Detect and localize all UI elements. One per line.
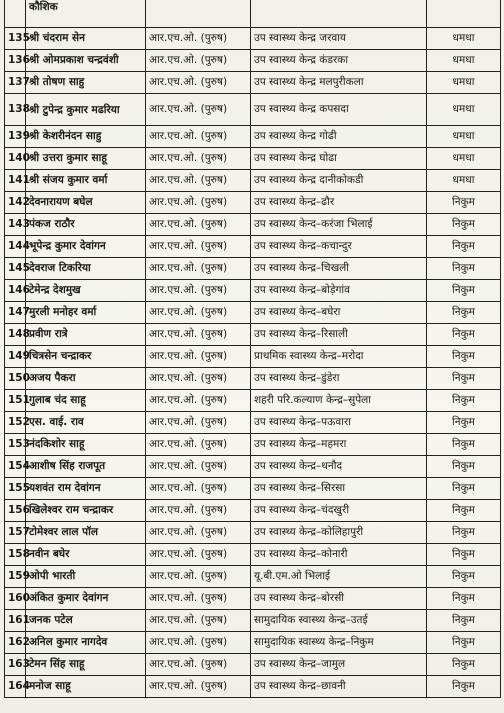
table-row: [5, 610, 501, 632]
block-cell: निकुम: [427, 258, 501, 280]
posting-place-cell: उप स्वास्थ्य केन्द्र–कोनारी: [251, 544, 427, 566]
serial-number-cell: 150: [5, 368, 26, 390]
designation-cell: आर.एच.ओ. (पुरुष): [146, 456, 251, 478]
employee-name-cell: श्री ओमप्रकाश चन्द्रवंशी: [26, 50, 146, 72]
employee-name-cell: एस. वाई. राव: [26, 412, 146, 434]
table-row: [5, 170, 501, 192]
designation-cell: आर.एच.ओ. (पुरुष): [146, 478, 251, 500]
serial-number-cell: 158: [5, 544, 26, 566]
table-row: [5, 368, 501, 390]
continued-designation-cell: [146, 0, 251, 28]
designation-cell: आर.एच.ओ. (पुरुष): [146, 500, 251, 522]
employee-name-cell: ओपी भारती: [26, 566, 146, 588]
table-row: [5, 302, 501, 324]
designation-cell: आर.एच.ओ. (पुरुष): [146, 346, 251, 368]
serial-number-cell: 164: [5, 676, 26, 698]
table-row: [5, 500, 501, 522]
employee-name-cell: अंकित कुमार देवांगन: [26, 588, 146, 610]
designation-cell: आर.एच.ओ. (पुरुष): [146, 148, 251, 170]
serial-number-cell: 142: [5, 192, 26, 214]
table-row: [5, 258, 501, 280]
serial-number-cell: 144: [5, 236, 26, 258]
serial-number-cell: 163: [5, 654, 26, 676]
block-cell: निकुम: [427, 346, 501, 368]
employee-name-cell: टेमेन्द्र देशमुख: [26, 280, 146, 302]
posting-place-cell: उप स्वास्थ्य केन्द्र गोढी: [251, 126, 427, 148]
posting-place-cell: उप स्वास्थ्य केन्द्र–ढौर: [251, 192, 427, 214]
continued-name-cell: कौशिक: [26, 0, 146, 28]
designation-cell: आर.एच.ओ. (पुरुष): [146, 522, 251, 544]
serial-number-cell: 151: [5, 390, 26, 412]
serial-number-cell: 152: [5, 412, 26, 434]
block-cell: धमधा: [427, 170, 501, 192]
designation-cell: आर.एच.ओ. (पुरुष): [146, 28, 251, 50]
designation-cell: आर.एच.ओ. (पुरुष): [146, 324, 251, 346]
block-cell: धमधा: [427, 72, 501, 94]
employee-name-cell: टेमन सिंह साहू: [26, 654, 146, 676]
table-body: [5, 0, 501, 698]
table-row: [5, 522, 501, 544]
designation-cell: आर.एच.ओ. (पुरुष): [146, 566, 251, 588]
serial-number-cell: 157: [5, 522, 26, 544]
posting-place-cell: उप स्वास्थ्य केन्द्र–छावनी: [251, 676, 427, 698]
table-row: [5, 544, 501, 566]
employee-name-cell: श्री टुपेन्द्र कुमार मढरिया: [26, 94, 146, 126]
posting-place-cell: उप स्वास्थ्य केन्द्र–जामुल: [251, 654, 427, 676]
designation-cell: आर.एच.ओ. (पुरुष): [146, 390, 251, 412]
serial-number-cell: 149: [5, 346, 26, 368]
serial-number-cell: 140: [5, 148, 26, 170]
continued-block-cell: [427, 0, 501, 28]
employee-name-cell: खिलेश्वर राम चन्द्राकर: [26, 500, 146, 522]
block-cell: धमधा: [427, 126, 501, 148]
serial-number-cell: 137: [5, 72, 26, 94]
table-row: [5, 72, 501, 94]
posting-place-cell: उप स्वास्थ्य केन्द्र घोढा: [251, 148, 427, 170]
block-cell: निकुम: [427, 324, 501, 346]
employee-name-cell: टोमेश्वर लाल पॉल: [26, 522, 146, 544]
posting-place-cell: सामुदायिक स्वास्थ्य केन्द्र–उतई: [251, 610, 427, 632]
employee-name-cell: यशवंत राम देवांगन: [26, 478, 146, 500]
table-row: [5, 28, 501, 50]
serial-number-cell: 145: [5, 258, 26, 280]
posting-place-cell: उप स्वास्थ्य केन्द्र–पऊवारा: [251, 412, 427, 434]
employee-name-cell: मनोज साहू: [26, 676, 146, 698]
posting-place-cell: उप स्वास्थ्य केन्द्र–चिखली: [251, 258, 427, 280]
employee-name-cell: अनिल कुमार नागदेव: [26, 632, 146, 654]
designation-cell: आर.एच.ओ. (पुरुष): [146, 258, 251, 280]
table-row: [5, 676, 501, 698]
serial-number-cell: 138: [5, 94, 26, 126]
serial-number-cell: 159: [5, 566, 26, 588]
table-row: [5, 214, 501, 236]
serial-number-cell: 136: [5, 50, 26, 72]
table-row: [5, 566, 501, 588]
table-row: [5, 192, 501, 214]
posting-place-cell: उप स्वास्थ्य केन्द–बघेरा: [251, 302, 427, 324]
designation-cell: आर.एच.ओ. (पुरुष): [146, 126, 251, 148]
block-cell: निकुम: [427, 192, 501, 214]
posting-place-cell: उप स्वास्थ्य केन्द–करंजा भिलाई: [251, 214, 427, 236]
employee-name-cell: मुरली मनोहर वर्मा: [26, 302, 146, 324]
designation-cell: आर.एच.ओ. (पुरुष): [146, 412, 251, 434]
table-row: [5, 148, 501, 170]
employee-name-cell: जनक पटेल: [26, 610, 146, 632]
serial-number-cell: 161: [5, 610, 26, 632]
continued-row: [5, 0, 501, 28]
table-row: [5, 280, 501, 302]
block-cell: निकुम: [427, 214, 501, 236]
employee-name-cell: श्री उत्तरा कुमार साहू: [26, 148, 146, 170]
block-cell: निकुम: [427, 302, 501, 324]
designation-cell: आर.एच.ओ. (पुरुष): [146, 280, 251, 302]
posting-place-cell: उप स्वास्थ्य केन्द्र–कचान्दुर: [251, 236, 427, 258]
posting-place-cell: सामुदायिक स्वास्थ्य केन्द्र–निकुम: [251, 632, 427, 654]
staff-posting-table: [4, 0, 501, 698]
designation-cell: आर.एच.ओ. (पुरुष): [146, 434, 251, 456]
posting-place-cell: उप स्वास्थ्य केन्द्र मलपुरीकला: [251, 72, 427, 94]
designation-cell: आर.एच.ओ. (पुरुष): [146, 654, 251, 676]
posting-place-cell: प्राथमिक स्वास्थ्य केन्द्र–मरोदा: [251, 346, 427, 368]
serial-number-cell: 143: [5, 214, 26, 236]
posting-place-cell: उप स्वास्थ्य केन्द्र–डुंडेरा: [251, 368, 427, 390]
block-cell: निकुम: [427, 434, 501, 456]
serial-number-cell: 162: [5, 632, 26, 654]
table-row: [5, 346, 501, 368]
block-cell: धमधा: [427, 148, 501, 170]
block-cell: धमधा: [427, 94, 501, 126]
posting-place-cell: उप स्वास्थ्य केन्द्र दानीकोकडी: [251, 170, 427, 192]
posting-place-cell: उप स्वास्थ्य केन्द्र–सिरसा: [251, 478, 427, 500]
employee-name-cell: नवीन बघेर: [26, 544, 146, 566]
employee-name-cell: श्री चंदराम सेन: [26, 28, 146, 50]
serial-number-cell: 156: [5, 500, 26, 522]
table-row: [5, 456, 501, 478]
posting-place-cell: उप स्वास्थ्य केन्द्र कंडरका: [251, 50, 427, 72]
block-cell: निकुम: [427, 456, 501, 478]
serial-number-cell: 146: [5, 280, 26, 302]
designation-cell: आर.एच.ओ. (पुरुष): [146, 170, 251, 192]
posting-place-cell: उप स्वास्थ्य केन्द्र–महमरा: [251, 434, 427, 456]
block-cell: निकुम: [427, 588, 501, 610]
employee-name-cell: प्रवीण रात्रे: [26, 324, 146, 346]
posting-place-cell: उप स्वास्थ्य केन्द्र जरवाय: [251, 28, 427, 50]
designation-cell: आर.एच.ओ. (पुरुष): [146, 610, 251, 632]
employee-name-cell: अजय पैकरा: [26, 368, 146, 390]
continued-posting-cell: [251, 0, 427, 28]
table-row: [5, 236, 501, 258]
employee-name-cell: आशीष सिंह राजपूत: [26, 456, 146, 478]
serial-number-cell: 135: [5, 28, 26, 50]
serial-number-cell: 153: [5, 434, 26, 456]
designation-cell: आर.एच.ओ. (पुरुष): [146, 94, 251, 126]
employee-name-cell: नंदकिशोर साहू: [26, 434, 146, 456]
posting-place-cell: शहरी परि.कल्याण केन्द्र–सुपेला: [251, 390, 427, 412]
serial-number-cell: 154: [5, 456, 26, 478]
posting-place-cell: उप स्वास्थ्य केन्द्र–बोड़ेगांव: [251, 280, 427, 302]
employee-name-cell: चित्रसेन चन्द्राकर: [26, 346, 146, 368]
table-row: [5, 390, 501, 412]
block-cell: निकुम: [427, 544, 501, 566]
designation-cell: आर.एच.ओ. (पुरुष): [146, 214, 251, 236]
block-cell: निकुम: [427, 500, 501, 522]
table-row: [5, 588, 501, 610]
employee-name-cell: देवराज टिकरिया: [26, 258, 146, 280]
table-row: [5, 434, 501, 456]
block-cell: निकुम: [427, 610, 501, 632]
table-row: [5, 478, 501, 500]
employee-name-cell: श्री केशरीनंदन साहु: [26, 126, 146, 148]
block-cell: निकुम: [427, 280, 501, 302]
table-row: [5, 126, 501, 148]
designation-cell: आर.एच.ओ. (पुरुष): [146, 236, 251, 258]
designation-cell: आर.एच.ओ. (पुरुष): [146, 368, 251, 390]
employee-name-cell: भूपेन्द्र कुमार देवांगन: [26, 236, 146, 258]
continued-sno-cell: [5, 0, 26, 28]
employee-name-cell: श्री तोषण साहु: [26, 72, 146, 94]
posting-place-cell: उप स्वास्थ्य केन्द्र–कोलिहापुरी: [251, 522, 427, 544]
block-cell: निकुम: [427, 368, 501, 390]
block-cell: निकुम: [427, 566, 501, 588]
posting-place-cell: उप स्वास्थ्य केन्द्र–बोरसी: [251, 588, 427, 610]
posting-place-cell: उप स्वास्थ्य केन्द्र–चंदखुरी: [251, 500, 427, 522]
block-cell: निकुम: [427, 654, 501, 676]
employee-name-cell: श्री संजय कुमार वर्मा: [26, 170, 146, 192]
designation-cell: आर.एच.ओ. (पुरुष): [146, 192, 251, 214]
block-cell: धमधा: [427, 50, 501, 72]
block-cell: निकुम: [427, 478, 501, 500]
table-row: [5, 50, 501, 72]
serial-number-cell: 147: [5, 302, 26, 324]
serial-number-cell: 155: [5, 478, 26, 500]
designation-cell: आर.एच.ओ. (पुरुष): [146, 632, 251, 654]
designation-cell: आर.एच.ओ. (पुरुष): [146, 544, 251, 566]
block-cell: निकुम: [427, 236, 501, 258]
table-row: [5, 412, 501, 434]
serial-number-cell: 139: [5, 126, 26, 148]
block-cell: निकुम: [427, 412, 501, 434]
posting-place-cell: उप स्वास्थ्य केन्द्र–रिसाली: [251, 324, 427, 346]
table-row: [5, 632, 501, 654]
posting-place-cell: उप स्वास्थ्य केन्द्र–थनौद: [251, 456, 427, 478]
table-row: [5, 654, 501, 676]
employee-name-cell: गुलाब चंद साहू: [26, 390, 146, 412]
employee-name-cell: पंकज राठौर: [26, 214, 146, 236]
block-cell: निकुम: [427, 390, 501, 412]
designation-cell: आर.एच.ओ. (पुरुष): [146, 588, 251, 610]
posting-place-cell: यू.बी.एम.ओ भिलाई: [251, 566, 427, 588]
designation-cell: आर.एच.ओ. (पुरुष): [146, 302, 251, 324]
designation-cell: आर.एच.ओ. (पुरुष): [146, 72, 251, 94]
table-row: [5, 324, 501, 346]
serial-number-cell: 148: [5, 324, 26, 346]
employee-name-cell: देवनारायण बघेल: [26, 192, 146, 214]
block-cell: निकुम: [427, 632, 501, 654]
designation-cell: आर.एच.ओ. (पुरुष): [146, 676, 251, 698]
posting-place-cell: उप स्वास्थ्य केन्द्र कपसदा: [251, 94, 427, 126]
block-cell: धमधा: [427, 28, 501, 50]
table-row: [5, 94, 501, 126]
serial-number-cell: 160: [5, 588, 26, 610]
serial-number-cell: 141: [5, 170, 26, 192]
block-cell: निकुम: [427, 676, 501, 698]
block-cell: निकुम: [427, 522, 501, 544]
designation-cell: आर.एच.ओ. (पुरुष): [146, 50, 251, 72]
